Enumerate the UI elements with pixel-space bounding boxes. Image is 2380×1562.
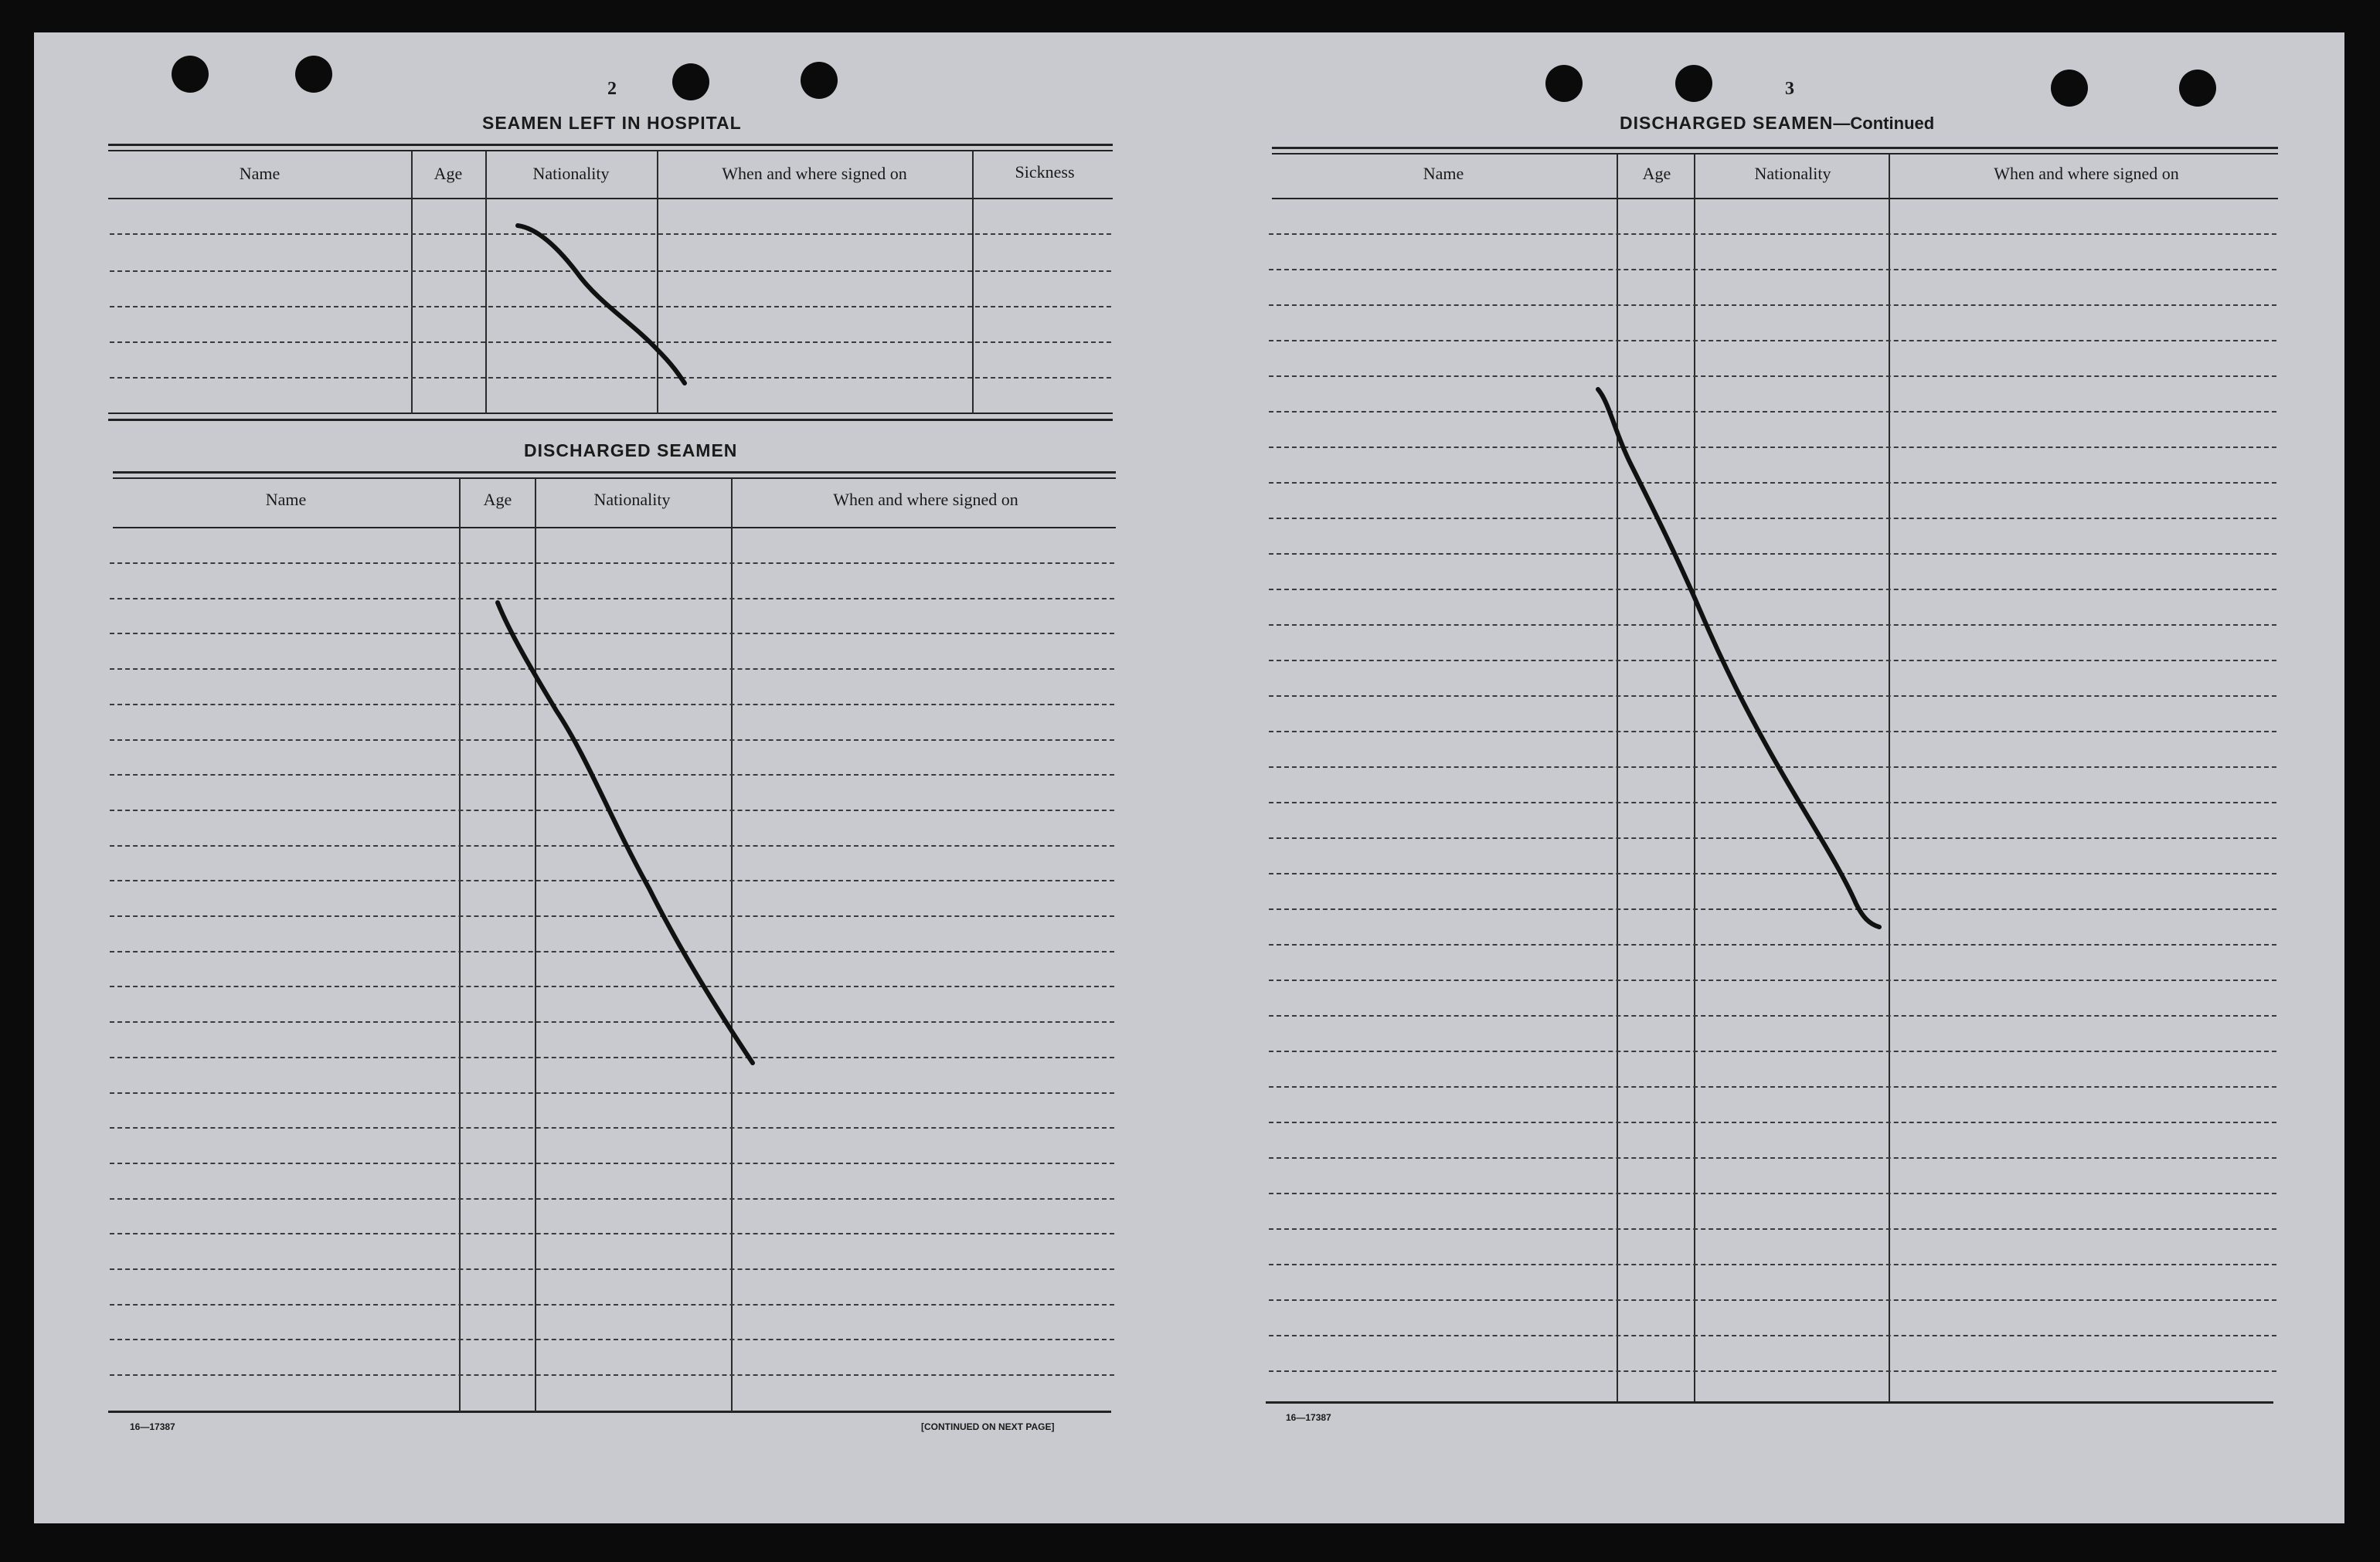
column-header-nationality: Nationality bbox=[593, 490, 671, 509]
form-number-right: 16—17387 bbox=[1286, 1412, 1331, 1423]
column-header-signed-on: When and where signed on bbox=[1994, 164, 2179, 183]
discharged-strike-mark bbox=[498, 603, 753, 1063]
column-header-name: Name bbox=[239, 164, 280, 183]
hospital-table-title: SEAMEN LEFT IN HOSPITAL bbox=[482, 113, 742, 133]
column-header-age: Age bbox=[483, 490, 512, 509]
discharged-cont-title-suffix: —Continued bbox=[1833, 114, 1935, 133]
column-header-age: Age bbox=[434, 164, 463, 183]
column-header-name: Name bbox=[265, 490, 307, 509]
column-header-name: Name bbox=[1423, 164, 1464, 183]
continued-note: [CONTINUED ON NEXT PAGE] bbox=[921, 1421, 1055, 1432]
discharged-cont-strike-mark bbox=[1598, 389, 1879, 927]
column-header-signed-on: When and where signed on bbox=[833, 490, 1018, 509]
column-header-age: Age bbox=[1642, 164, 1671, 183]
column-header-nationality: Nationality bbox=[532, 164, 610, 183]
discharged-cont-title-main: DISCHARGED SEAMEN bbox=[1620, 113, 1834, 133]
page-number-right: 3 bbox=[1785, 79, 1794, 99]
column-header-signed-on: When and where signed on bbox=[722, 164, 907, 183]
column-header-nationality: Nationality bbox=[1754, 164, 1831, 183]
discharged-table-title: DISCHARGED SEAMEN bbox=[524, 440, 738, 460]
column-header-sickness: Sickness bbox=[1015, 162, 1075, 182]
hospital-strike-mark bbox=[518, 226, 685, 383]
page-number-left: 2 bbox=[607, 79, 617, 99]
form-number-left: 16—17387 bbox=[130, 1421, 175, 1432]
